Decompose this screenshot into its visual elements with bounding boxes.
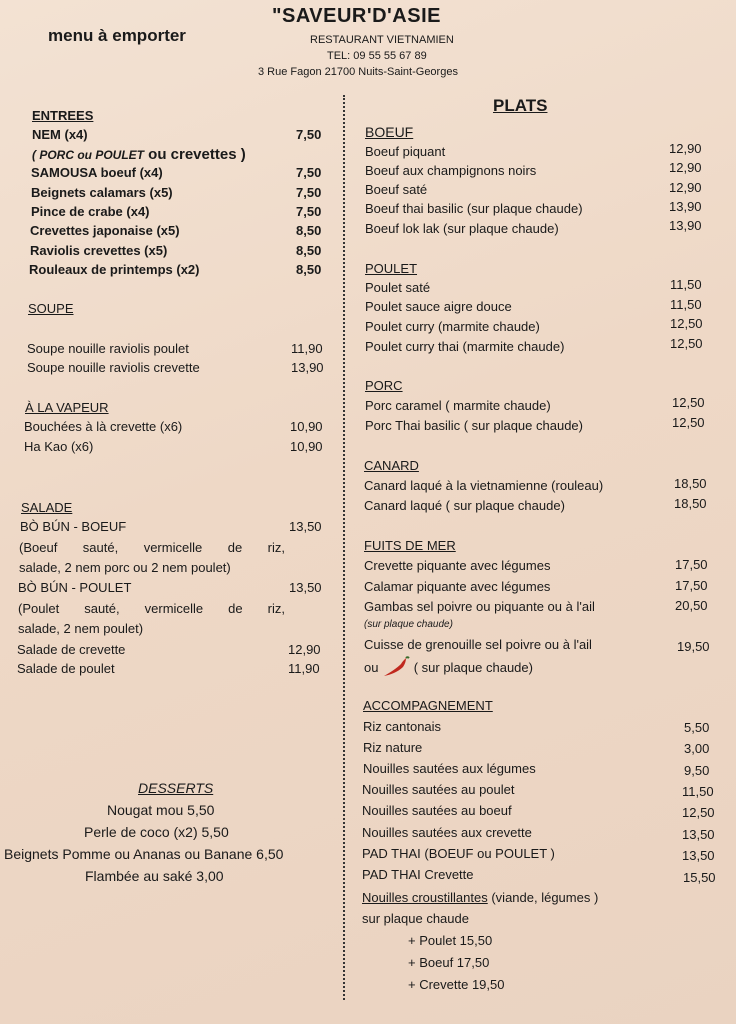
menu-option: + Boeuf 17,50 — [408, 955, 490, 970]
menu-item-label: Cuisse de grenouille sel poivre ou à l'ail — [364, 637, 592, 652]
accompagnement-heading: ACCOMPAGNEMENT — [363, 698, 493, 713]
menu-item-label: Poulet curry thai (marmite chaude) — [365, 339, 565, 354]
menu-item-label: Ha Kao (x6) — [24, 439, 94, 454]
menu-item-note: (sur plaque chaude) — [364, 619, 453, 630]
menu-item-label: Porc Thai basilic ( sur plaque chaude) — [365, 418, 583, 433]
menu-item-description: (Poulet sauté, vermicelle de riz, — [18, 601, 285, 616]
menu-item-price: 10,90 — [290, 439, 323, 454]
menu-item-price: 17,50 — [675, 557, 708, 572]
menu-item-price: 20,50 — [675, 598, 708, 613]
soupe-heading: SOUPE — [28, 301, 74, 316]
menu-item-price: 19,50 — [677, 639, 710, 654]
menu-item-label: Nouilles sautées au boeuf — [362, 803, 512, 818]
desserts-heading: DESSERTS — [138, 780, 214, 796]
menu-item-label: Riz nature — [363, 740, 423, 755]
menu-item-label: Gambas sel poivre ou piquante ou à l'ail — [364, 599, 595, 614]
menu-item-price: 15,50 — [683, 870, 716, 885]
mer-heading: FUITS DE MER — [364, 538, 456, 553]
menu-item-label: Raviolis crevettes (x5) — [30, 243, 168, 258]
vapeur-heading: À LA VAPEUR — [25, 400, 109, 415]
menu-item-description: (viande, légumes ) — [487, 890, 599, 905]
menu-item-price: 17,50 — [675, 578, 708, 593]
menu-item-price: 7,50 — [296, 185, 322, 200]
menu-item-price: 12,90 — [669, 141, 702, 156]
menu-item-label: Boeuf aux champignons noirs — [365, 163, 537, 178]
menu-item-price: 7,50 — [296, 204, 322, 219]
menu-item-price: 7,50 — [296, 127, 322, 142]
menu-item-price: 11,90 — [288, 661, 320, 676]
menu-item-label: Beignets calamars (x5) — [31, 185, 173, 200]
menu-item-price: 13,50 — [289, 580, 322, 595]
takeaway-label: menu à emporter — [48, 26, 186, 45]
menu-item-price: 11,50 — [670, 277, 702, 292]
menu-item-note: ( sur plaque chaude) — [413, 659, 533, 675]
menu-item-label: Crevette piquante avec légumes — [364, 558, 551, 573]
menu-option: + Crevette 19,50 — [408, 977, 505, 992]
restaurant-phone: TEL: 09 55 55 67 89 — [327, 50, 427, 62]
menu-item-price: 12,50 — [670, 316, 703, 331]
menu-item-label: Nouilles sautées aux crevette — [362, 825, 532, 840]
menu-item-label: Nouilles croustillantes — [362, 890, 488, 905]
dessert-item: Nougat mou 5,50 — [107, 802, 215, 818]
menu-item-label: Poulet sauce aigre douce — [365, 299, 512, 314]
menu-item-price: 12,90 — [669, 160, 702, 175]
menu-item-label: Nouilles sautées aux légumes — [363, 761, 536, 776]
menu-item-label: BÒ BÚN - BOEUF — [20, 519, 127, 534]
menu-item-label: ou — [364, 659, 379, 675]
menu-item-price: 11,50 — [682, 784, 714, 799]
menu-item-label: Boeuf saté — [365, 182, 428, 197]
menu-item-label: PAD THAI Crevette — [362, 867, 474, 882]
menu-item-price: 18,50 — [674, 496, 707, 511]
menu-item-label: Canard laqué ( sur plaque chaude) — [364, 498, 565, 513]
menu-item-label: PAD THAI (BOEUF ou POULET ) — [362, 846, 555, 861]
menu-item-label: SAMOUSA boeuf (x4) — [31, 165, 163, 180]
menu-item-description: salade, 2 nem poulet) — [18, 621, 144, 636]
menu-item-description: (Boeuf sauté, vermicelle de riz, — [19, 540, 285, 555]
menu-item-price: 10,90 — [290, 419, 323, 434]
menu-option: + Poulet 15,50 — [408, 933, 493, 948]
menu-item-label: Canard laqué à la vietnamienne (rouleau) — [364, 478, 604, 493]
menu-item-price: 12,50 — [682, 805, 715, 820]
menu-item-price: 12,90 — [669, 180, 702, 195]
dessert-item: Flambée au saké 3,00 — [85, 868, 224, 884]
menu-item-price: 13,50 — [682, 848, 715, 863]
menu-item-label: BÒ BÚN - POULET — [18, 580, 132, 595]
menu-item-price: 12,50 — [672, 395, 705, 410]
menu-item-description: salade, 2 nem porc ou 2 nem poulet) — [19, 560, 231, 575]
menu-item-label: Soupe nouille raviolis poulet — [27, 341, 189, 356]
nem-note-shrimp: ou crevettes ) — [144, 146, 246, 163]
salade-heading: SALADE — [21, 500, 73, 515]
menu-item-price: 12,50 — [672, 415, 705, 430]
porc-heading: PORC — [365, 378, 403, 393]
menu-item-price: 3,00 — [684, 741, 710, 756]
menu-item-price: 13,50 — [289, 519, 322, 534]
restaurant-address: 3 Rue Fagon 21700 Nuits-Saint-Georges — [258, 66, 458, 78]
menu-item-price: 13,50 — [682, 827, 715, 842]
restaurant-name: "SAVEUR'D'ASIE — [272, 5, 441, 27]
menu-item-label: Poulet curry (marmite chaude) — [365, 319, 540, 334]
menu-item-price: 13,90 — [291, 360, 324, 375]
menu-item-label: Porc caramel ( marmite chaude) — [365, 398, 551, 413]
menu-item-price: 11,90 — [291, 341, 323, 356]
menu-item-label: Boeuf lok lak (sur plaque chaude) — [365, 221, 559, 236]
menu-item-label: Riz cantonais — [363, 719, 442, 734]
restaurant-type: RESTAURANT VIETNAMIEN — [310, 34, 454, 46]
nem-note — [32, 146, 246, 163]
menu-item-label: Pince de crabe (x4) — [31, 204, 150, 219]
menu-item-label: Nouilles sautées au poulet — [362, 782, 515, 797]
column-divider — [343, 95, 345, 1000]
menu-item-label: NEM (x4) — [32, 127, 88, 142]
dessert-item: Beignets Pomme ou Ananas ou Banane 6,50 — [4, 846, 284, 862]
dessert-item: Perle de coco (x2) 5,50 — [84, 824, 229, 840]
croustillantes-line — [362, 890, 598, 905]
menu-item-label: Poulet saté — [365, 280, 431, 295]
grenouille-line-2 — [364, 656, 533, 681]
menu-item-price: 9,50 — [684, 763, 710, 778]
menu-item-price: 13,90 — [669, 199, 702, 214]
menu-item-price: 12,50 — [670, 336, 703, 351]
menu-item-label: Boeuf thai basilic (sur plaque chaude) — [365, 201, 583, 216]
nem-note-meats: ( PORC ou POULET — [32, 148, 144, 162]
canard-heading: CANARD — [364, 458, 419, 473]
plats-heading: PLATS — [493, 96, 548, 115]
menu-item-label: Crevettes japonaise (x5) — [30, 223, 180, 238]
chili-pepper-icon — [382, 656, 410, 681]
menu-item-label: Boeuf piquant — [365, 144, 446, 159]
menu-item-price: 18,50 — [674, 476, 707, 491]
menu-item-label: Salade de crevette — [17, 642, 126, 657]
menu-item-price: 12,90 — [288, 642, 321, 657]
menu-item-label: Salade de poulet — [17, 661, 115, 676]
menu-item-price: 13,90 — [669, 218, 702, 233]
menu-item-price: 5,50 — [684, 720, 710, 735]
menu-item-price: 8,50 — [296, 243, 322, 258]
menu-item-description: sur plaque chaude — [362, 911, 469, 926]
menu-item-label: Rouleaux de printemps (x2) — [29, 262, 200, 277]
menu-item-price: 8,50 — [296, 223, 322, 238]
menu-item-price: 7,50 — [296, 165, 322, 180]
menu-item-label: Calamar piquante avec légumes — [364, 579, 551, 594]
poulet-heading: POULET — [365, 261, 418, 276]
menu-item-price: 8,50 — [296, 262, 322, 277]
boeuf-heading: BOEUF — [365, 124, 414, 140]
menu-item-price: 11,50 — [670, 297, 702, 312]
menu-item-label: Soupe nouille raviolis crevette — [27, 360, 200, 375]
entrees-heading: ENTREES — [32, 108, 94, 123]
menu-item-label: Bouchées à là crevette (x6) — [24, 419, 183, 434]
